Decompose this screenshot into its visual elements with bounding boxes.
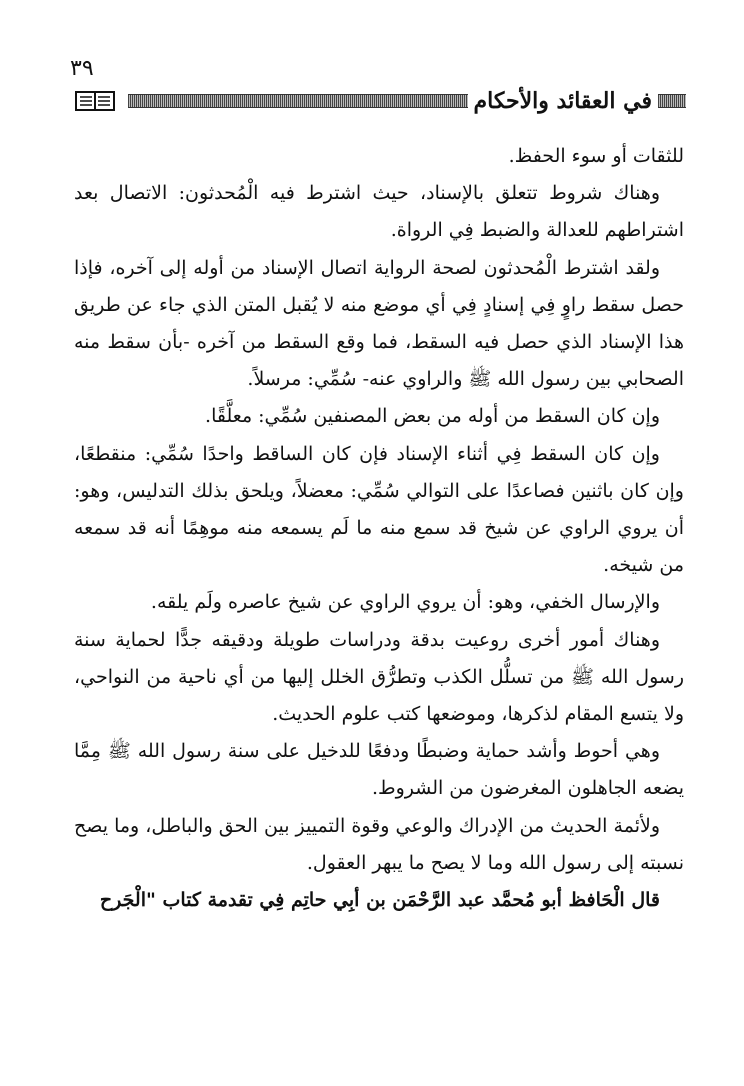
paragraph: وهناك شروط تتعلق بالإسناد، حيث اشترط فيه الْمُحدثون: الاتصال بعد اشتراطهم للعدالة والضبط فِي الرواة. xyxy=(74,182,684,242)
paragraph: ولقد اشترط الْمُحدثون لصحة الرواية اتصال الإسناد من أوله إلى آخره، فإذا حصل سقط راوٍ فِي إسنادٍ فِي أي موضع منه لا يُقبل المتن الذي جاء عن طريق هذا الإسناد الذي حصل فيه السقط، فما وقع السقط من آخره -بأن سقط منه الصحابي بين رسول الله ﷺ والراوي عنه- سُمِّي: مرسلاً. xyxy=(74,256,684,391)
running-header xyxy=(74,88,686,114)
header-title: في العقائد والأحكام xyxy=(473,88,652,114)
header-ornament-band xyxy=(658,94,686,108)
paragraph: وإن كان السقط فِي أثناء الإسناد فإن كان الساقط واحدًا سُمِّي: منقطعًا، وإن كان باثنين فصاعدًا على التوالي سُمِّي: معضلاً، ويلحق بذلك التدليس، وهو: أن يروي الراوي عن شيخ قد سمع منه ما لَم يسمعه منه موهِمًا أنه قد سمعه من شيخه. xyxy=(74,442,684,577)
page-number: ٣٩ xyxy=(70,56,94,81)
paragraph: وهي أحوط وأشد حماية وضبطًا ودفعًا للدخيل على سنة رسول الله ﷺ مِمَّا يضعه الجاهلون المغرضون من الشروط. xyxy=(74,740,684,800)
header-ornament-band xyxy=(128,94,468,108)
paragraph: ولأئمة الحديث من الإدراك والوعي وقوة التمييز بين الحق والباطل، وما يصح نسبته إلى رسول الله وما لا يصح ما يبهر العقول. xyxy=(74,814,684,874)
quote-lead-paragraph: قال الْحَافظ أبو مُحمَّد عبد الرَّحْمَن بن أبِي حاتِم فِي تقدمة كتاب "الْجَرح xyxy=(99,889,660,912)
paragraph: والإرسال الخفي، وهو: أن يروي الراوي عن شيخ عاصره ولَم يلقه. xyxy=(150,591,660,614)
paragraph: وإن كان السقط من أوله من بعض المصنفين سُمِّي: معلَّقًا. xyxy=(205,405,660,428)
book-icon xyxy=(74,89,116,113)
paragraph: للثقات أو سوء الحفظ. xyxy=(508,145,684,167)
page-body xyxy=(74,138,684,919)
paragraph: وهناك أمور أخرى روعيت بدقة ودراسات طويلة ودقيقه جدًّا لحماية سنة رسول الله ﷺ من تسلُّل الكذب وتطرُّق الخلل إليها من أي ناحية من النواحي، ولا يتسع المقام لذكرها، وموضعها كتب علوم الحديث. xyxy=(74,628,684,726)
